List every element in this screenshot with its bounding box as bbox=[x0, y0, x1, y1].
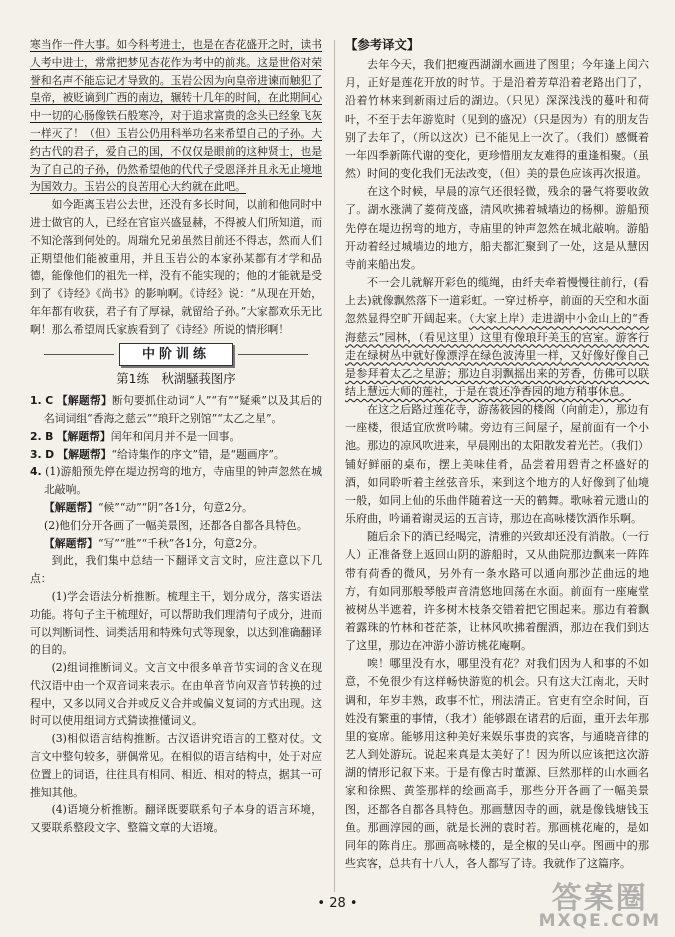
answer-item-1: 1. C 【解题帮】断句要抓住动词“人”“有”“疑乘”以及其后的名词词组“香海之慈云”“琅玕之别馆”“太乙之星”。 bbox=[30, 394, 323, 425]
underlined-answer-sentence: （大家上岸）走进湖中小金山上的“香海慈云”园林，（看见这里）这里有像琅玕美玉的宫室。游客行走在绿树丛中就好像漂浮在绿色波涛里一样，又好像好像自己是参拜着太乙之星游；那边自羽飘摇出来的芳香，仿佛可以联结上慧远大师的莲社，于是在袁还净香园的地方稍事休息。 bbox=[345, 312, 650, 398]
answer-items bbox=[30, 392, 322, 552]
method-4: (4)语境分析推断。翻译既要联系句子本身的语言环境，又要联系整段文字、整篇文章的大语境。 bbox=[30, 803, 322, 835]
method-1: (1)学会语法分析推断。梳理主干，划分成分，落实语法功能。将句子主干梳理好，可以帮助我们理清句子成分，进而可以判断词性、词类活用和特殊句式等现象，以达到准确翻译的目的。 bbox=[30, 589, 322, 657]
exercise-title: 第1练 秋湖騒莪图序 bbox=[116, 371, 236, 387]
translation-paragraph-4: 在这之后路过莲花寺，游荡筱园的楼阁（向前走），那边有一座楼，很适宜欣赏吟啸。旁边有三间屋子，屋前面有一个小池。那边的凉风吹进来，早晨刚出的太阳散发着光芒。（我们）铺好鲜丽的桌布，摆上美味佳肴，品尝着用碧青之杯盛好的酒，如同聆听着主丝弦音乐，来到这个地方的人好像到了仙境一般，如同上仙的乐曲伴随着这一天的鹤舞。歌咏着元遗山的乐府曲，吟诵着谢灵运的五言诗，那边在高咏楼饮酒作乐啊。 bbox=[345, 403, 649, 526]
summary-intro: 到此，我们集中总结一下翻译文言文时，应注意以下几点： bbox=[30, 554, 322, 586]
answer-item-3: 3. D 【解题帮】“给诗集作的序文”错，是“题画序”。 bbox=[30, 447, 285, 461]
column-divider bbox=[334, 40, 335, 892]
answer-item-4: 4. (1)游船预先停在堤边拐弯的地方，寺庙里的钟声忽然在城北敲响。 bbox=[30, 465, 323, 497]
section-banner-wrap bbox=[30, 343, 322, 367]
translation-paragraph-5: 随后余下的酒已经喝完，清雅的兴致却还没有消散。（一行人）正准备登上返回山阴的游船时，又从曲院那边飘来一阵阵带有荷香的微风，另外有一条水路可以通向那沙芷曲远的地方，有如同那般琴般声音清悠地回荡在水面。前面有一座庵堂被树丛半遮着，许多树木枝条交错着把它围起来。那边有着飘着露珠的竹林和苍茫茶，让林风吹拂着醒酒，那边在我们到达了这里，那边在冲游小游访桃花庵啊。 bbox=[345, 530, 649, 653]
intro-paragraph-1: 寒当作一件大事。如今科考进士，也是在杏花盛开之时，读书人考中进士，常常把梦见杏花作为考中的前兆。这是世俗对荣誉和名声不能忘记才导致的。玉岩公因为向皇帝进谏而触犯了皇帝，被贬谪到广西的南边，辗转十几年的时间，在此期间心中一切的心肠像铁石般寒冷，对于追求富贵的念头已经象飞灰一样灭了！（但）玉岩公仍用科举功名来希望自己的子孙。大约古代的君子，爱自己的国，不仅仅是眼前的这种贤士，也是为了自己的子孙，仍然希望他的代代子受恩泽并且永无止境地为国效力。玉岩公的良苦用心大约就在此吧。 bbox=[30, 38, 322, 194]
method-2: (2)组词推断词义。文言文中很多单音节实词的含义在现代汉语中由一个双音词来表示。在由单音节向双音节转换的过程中，又多以同义合并或反义合并或偏义复词的方式出现。这时可以使用组词方式猜读推懂词义。 bbox=[30, 661, 322, 728]
watermark-logo: 答案圈 MXQE.COM bbox=[538, 881, 661, 931]
answer-item-4-hint-2: 【解题帮】“写”“胜”“千秋”各1分，句意2分。 bbox=[44, 536, 264, 550]
page-number: • 28 • bbox=[317, 896, 358, 911]
translation-paragraph-3: 不一会儿就解开彩色的缆绳，由纤夫牵着慢慢往前行，(看上去)就像飘然落下一道彩虹。一穿过桥亭，前面的天空和水面忽然显得空旷开阔起来。（大家上岸）走进湖中小金山上的“香海慈云”园林，（看见这里）这里有像琅玕美玉的宫室。游客行走在绿树丛中就好像漂浮在绿色波涛里一样，又好像好像自己是参拜着太乙之星游；那边自羽飘摇出来的芳香，仿佛可以联结上慧远大师的莲社，于是在袁还净香园的地方稍事休息。 bbox=[345, 276, 650, 398]
answer-item-4-hint-1: 【解题帮】“候”“动”“阴”各1分，句意2分。 bbox=[44, 500, 253, 514]
method-3: (3)相似语言结构推断。古汉语讲究语言的工整对仗。文言文中整句较多，骈偶常见。在相似的语言结构中，处于对应位置上的词语，往往具有相同、相近、相对的特点，据其一可推知其他。 bbox=[30, 732, 322, 799]
section-banner: 中阶训练 bbox=[119, 343, 233, 367]
right-column bbox=[345, 36, 649, 873]
intro-paragraph-2: 如今距离玉岩公去世，还没有多长时间，以前和他同时中进士做官的人，已经在官宦兴盛显赫，不得被人们所知道，而不知沦落到何处的。周瑞允兄弟虽然目前还不得志，然而人们正期望他们能被重用，并且玉岩公的本家孙某都有才学和品德，能像他们的祖先一样，没有不能实现的；他的才能就是受到了《诗经》《尚书》的影响啊。《诗经》说：“从现在开始，年年都有收获，君子有了厚禄，就留给子孙。”大家都欢乐无比啊！那么希望周氏家族看到了《诗经》所说的情形啊！ bbox=[30, 198, 322, 336]
translation-paragraph-2: 在这个时候，早晨的凉气还很轻微，残余的暑气将要收敛了。湖水涨满了菱荷茂盛，清风吹拂着城墙边的杨柳。游船预先停在堤边拐弯的地方，寺庙里的钟声忽然在城北敲响。游船开动着经过城墙边的地方，船夫都汇聚到了一处，这是从慧因寺前来船出发。 bbox=[345, 185, 649, 271]
translation-paragraph-1: 去年今天，我们把瘦西湖湖水画进了图里；今年逢上闰六月，正好是莲花开放的时节。于是沿着芳草沿着老路出门了，沿着竹林来到新雨过后的湖边。（只见）深深浅浅的蔓叶和荷叶，不至于去年游览时（见到的盛况）（只是因为）有的朋友告别了去年了，（所以这次）已不能见上一次了。（我们）感慨着一年四季新陈代谢的变化，更珍惜朋友友难得的重逢相聚。（虽然）时间的变化我们无法改变，（但）美的景色应该再次报道。 bbox=[345, 58, 649, 181]
reference-translation-heading: 【参考译文】 bbox=[345, 37, 420, 52]
answer-item-2: 2. B 【解题帮】闰年和闰月并不是一回事。 bbox=[30, 429, 241, 443]
translation-paragraph-6: 唉！哪里没有水，哪里没有花？对我们因为人和事的不如意，不免很少有这样畅快游览的机会。只有这大江南北，天时调和，年岁丰熟，政事不忙，刑法清正。官吏有空余时间，百姓没有繁重的事情，（我才）能够跟在诸君的后面，重开去年那里的宴席。能够用这种美好来娱乐事贵的宾客，与通晓音律的艺人到处游玩。说起来真是太美好了！因为所以应该把这次游湖的情形记叙下来。于是有像古时董源、巨然那样的山水画名家和徐熙、黄筌那样的绘画高手，那些分开各画了一幅美景图，还都各自都各具特色。那画慧因寺的画，就是像钱塘钱玉鱼。那画淳园的画，就是长洲的袁时若。那画桃花庵的，是如同年的陈肖庄。那画高咏楼的，是全椒的吴山亭。图画中的那些宾客，总共有十八人，各人都写了诗。我就作了这篇序。 bbox=[345, 657, 649, 871]
answer-item-4-part-2: (2)他们分开各画了一幅美景图，还都各自都各具特色。 bbox=[44, 518, 308, 532]
left-column bbox=[30, 36, 322, 837]
